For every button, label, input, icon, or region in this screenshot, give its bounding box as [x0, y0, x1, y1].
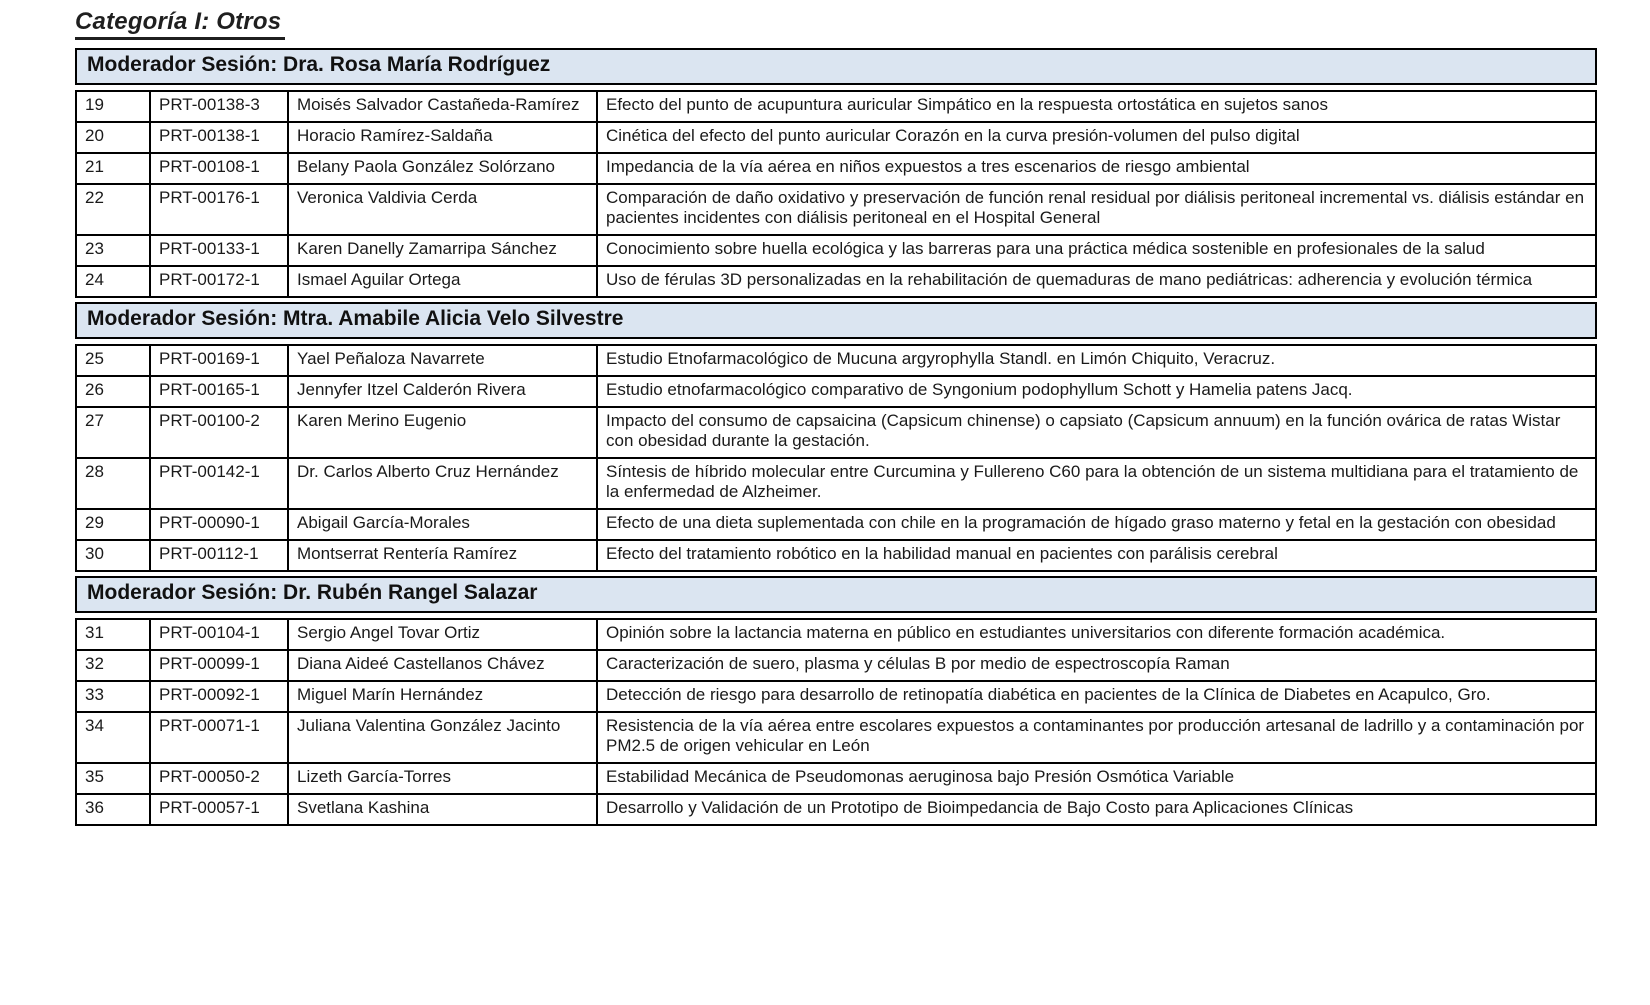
row-title-cell: Efecto del tratamiento robótico en la habilidad manual en pacientes con parálisis cerebral [597, 540, 1596, 571]
row-title-cell: Estabilidad Mecánica de Pseudomonas aeruginosa bajo Presión Osmótica Variable [597, 763, 1596, 794]
row-code-cell: PRT-00071-1 [150, 712, 288, 763]
table-row [76, 91, 1596, 122]
row-number-cell: 22 [76, 184, 150, 235]
row-author-cell: Sergio Angel Tovar Ortiz [288, 619, 597, 650]
row-code-cell: PRT-00138-1 [150, 122, 288, 153]
session-table [75, 344, 1597, 572]
row-code-cell: PRT-00172-1 [150, 266, 288, 297]
session-table [75, 618, 1597, 826]
row-author-cell: Abigail García-Morales [288, 509, 597, 540]
row-title-cell: Efecto de una dieta suplementada con chile en la programación de hígado graso materno y fetal en la gestación con obesidad [597, 509, 1596, 540]
page-title: Categoría I: Otros [75, 8, 285, 40]
row-author-cell: Lizeth García-Torres [288, 763, 597, 794]
table-row [76, 235, 1596, 266]
session-header: Moderador Sesión: Mtra. Amabile Alicia Velo Silvestre [75, 302, 1597, 339]
row-number-cell: 19 [76, 91, 150, 122]
row-number-cell: 23 [76, 235, 150, 266]
row-code-cell: PRT-00057-1 [150, 794, 288, 825]
row-code-cell: PRT-00138-3 [150, 91, 288, 122]
row-author-cell: Dr. Carlos Alberto Cruz Hernández [288, 458, 597, 509]
table-row [76, 266, 1596, 297]
row-number-cell: 28 [76, 458, 150, 509]
table-row [76, 712, 1596, 763]
row-code-cell: PRT-00100-2 [150, 407, 288, 458]
row-author-cell: Moisés Salvador Castañeda-Ramírez [288, 91, 597, 122]
row-author-cell: Miguel Marín Hernández [288, 681, 597, 712]
row-number-cell: 30 [76, 540, 150, 571]
row-number-cell: 32 [76, 650, 150, 681]
table-row [76, 763, 1596, 794]
row-code-cell: PRT-00165-1 [150, 376, 288, 407]
row-author-cell: Karen Danelly Zamarripa Sánchez [288, 235, 597, 266]
session-header: Moderador Sesión: Dr. Rubén Rangel Salazar [75, 576, 1597, 613]
table-row [76, 153, 1596, 184]
row-code-cell: PRT-00104-1 [150, 619, 288, 650]
row-author-cell: Horacio Ramírez-Saldaña [288, 122, 597, 153]
session-table [75, 90, 1597, 298]
table-row [76, 794, 1596, 825]
row-author-cell: Ismael Aguilar Ortega [288, 266, 597, 297]
row-title-cell: Desarrollo y Validación de un Prototipo de Bioimpedancia de Bajo Costo para Aplicaciones Clínicas [597, 794, 1596, 825]
row-title-cell: Estudio etnofarmacológico comparativo de Syngonium podophyllum Schott y Hamelia patens Jacq. [597, 376, 1596, 407]
row-number-cell: 26 [76, 376, 150, 407]
row-code-cell: PRT-00133-1 [150, 235, 288, 266]
row-number-cell: 35 [76, 763, 150, 794]
row-author-cell: Karen Merino Eugenio [288, 407, 597, 458]
table-row [76, 345, 1596, 376]
row-title-cell: Conocimiento sobre huella ecológica y las barreras para una práctica médica sostenible en profesionales de la salud [597, 235, 1596, 266]
row-title-cell: Caracterización de suero, plasma y células B por medio de espectroscopía Raman [597, 650, 1596, 681]
table-row [76, 376, 1596, 407]
row-author-cell: Yael Peñaloza Navarrete [288, 345, 597, 376]
row-title-cell: Estudio Etnofarmacológico de Mucuna argyrophylla Standl. en Limón Chiquito, Veracruz. [597, 345, 1596, 376]
row-number-cell: 29 [76, 509, 150, 540]
row-title-cell: Impacto del consumo de capsaicina (Capsicum chinense) o capsiato (Capsicum annuum) en la función ovárica de ratas Wistar con obesidad durante la gestación. [597, 407, 1596, 458]
table-row [76, 619, 1596, 650]
row-code-cell: PRT-00092-1 [150, 681, 288, 712]
row-number-cell: 21 [76, 153, 150, 184]
row-code-cell: PRT-00112-1 [150, 540, 288, 571]
table-row [76, 681, 1596, 712]
table-row [76, 650, 1596, 681]
row-author-cell: Montserrat Rentería Ramírez [288, 540, 597, 571]
row-title-cell: Resistencia de la vía aérea entre escolares expuestos a contaminantes por producción artesanal de ladrillo y a contaminación por PM2.5 de origen vehicular en León [597, 712, 1596, 763]
row-title-cell: Detección de riesgo para desarrollo de retinopatía diabética en pacientes de la Clínica de Diabetes en Acapulco, Gro. [597, 681, 1596, 712]
row-code-cell: PRT-00090-1 [150, 509, 288, 540]
table-row [76, 509, 1596, 540]
table-row [76, 122, 1596, 153]
table-row [76, 184, 1596, 235]
row-title-cell: Uso de férulas 3D personalizadas en la rehabilitación de quemaduras de mano pediátricas: adherencia y evolución térmica [597, 266, 1596, 297]
row-code-cell: PRT-00142-1 [150, 458, 288, 509]
row-author-cell: Belany Paola González Solórzano [288, 153, 597, 184]
row-code-cell: PRT-00108-1 [150, 153, 288, 184]
row-number-cell: 31 [76, 619, 150, 650]
row-author-cell: Svetlana Kashina [288, 794, 597, 825]
row-number-cell: 20 [76, 122, 150, 153]
row-author-cell: Veronica Valdivia Cerda [288, 184, 597, 235]
row-title-cell: Opinión sobre la lactancia materna en público en estudiantes universitarios con diferente formación académica. [597, 619, 1596, 650]
row-number-cell: 24 [76, 266, 150, 297]
table-row [76, 458, 1596, 509]
row-title-cell: Impedancia de la vía aérea en niños expuestos a tres escenarios de riesgo ambiental [597, 153, 1596, 184]
session-header: Moderador Sesión: Dra. Rosa María Rodríguez [75, 48, 1597, 85]
row-title-cell: Cinética del efecto del punto auricular Corazón en la curva presión-volumen del pulso digital [597, 122, 1596, 153]
row-code-cell: PRT-00169-1 [150, 345, 288, 376]
program-table [75, 48, 1597, 826]
table-row [76, 407, 1596, 458]
row-title-cell: Efecto del punto de acupuntura auricular Simpático en la respuesta ortostática en sujetos sanos [597, 91, 1596, 122]
row-code-cell: PRT-00176-1 [150, 184, 288, 235]
row-number-cell: 36 [76, 794, 150, 825]
row-number-cell: 34 [76, 712, 150, 763]
table-row [76, 540, 1596, 571]
row-author-cell: Juliana Valentina González Jacinto [288, 712, 597, 763]
row-author-cell: Diana Aideé Castellanos Chávez [288, 650, 597, 681]
row-code-cell: PRT-00050-2 [150, 763, 288, 794]
row-number-cell: 33 [76, 681, 150, 712]
row-number-cell: 27 [76, 407, 150, 458]
row-number-cell: 25 [76, 345, 150, 376]
row-author-cell: Jennyfer Itzel Calderón Rivera [288, 376, 597, 407]
row-title-cell: Comparación de daño oxidativo y preservación de función renal residual por diálisis peritoneal incremental vs. diálisis estándar en pacientes incidentes con diálisis peritoneal en el Hospital General [597, 184, 1596, 235]
row-title-cell: Síntesis de híbrido molecular entre Curcumina y Fullereno C60 para la obtención de un sistema multidiana para el tratamiento de la enfermedad de Alzheimer. [597, 458, 1596, 509]
row-code-cell: PRT-00099-1 [150, 650, 288, 681]
